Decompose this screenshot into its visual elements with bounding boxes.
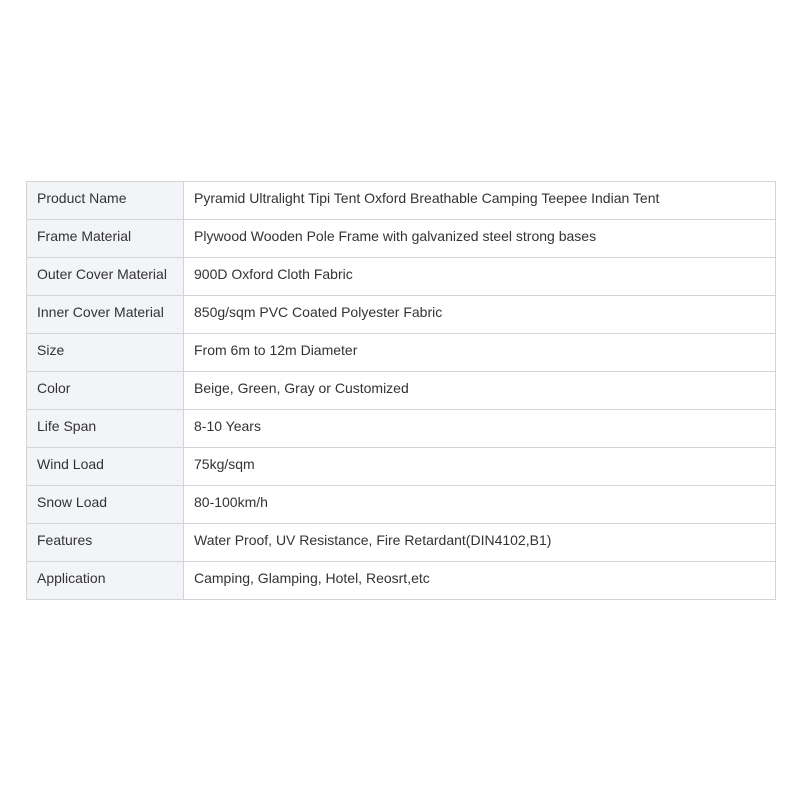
row-value: Beige, Green, Gray or Customized (184, 372, 776, 410)
row-value: 850g/sqm PVC Coated Polyester Fabric (184, 296, 776, 334)
row-label: Frame Material (27, 220, 184, 258)
row-label: Product Name (27, 182, 184, 220)
row-label: Snow Load (27, 486, 184, 524)
row-value: 8-10 Years (184, 410, 776, 448)
row-label: Life Span (27, 410, 184, 448)
table-row (27, 220, 776, 258)
table-row (27, 334, 776, 372)
row-label: Wind Load (27, 448, 184, 486)
table-row (27, 562, 776, 600)
table-row (27, 372, 776, 410)
row-label: Size (27, 334, 184, 372)
row-label: Inner Cover Material (27, 296, 184, 334)
row-value: Plywood Wooden Pole Frame with galvanized steel strong bases (184, 220, 776, 258)
product-spec-table (26, 181, 776, 600)
table-row (27, 410, 776, 448)
row-label: Application (27, 562, 184, 600)
table-row (27, 182, 776, 220)
row-value: From 6m to 12m Diameter (184, 334, 776, 372)
table-row (27, 486, 776, 524)
table-row (27, 258, 776, 296)
row-value: Pyramid Ultralight Tipi Tent Oxford Breathable Camping Teepee Indian Tent (184, 182, 776, 220)
row-label: Features (27, 524, 184, 562)
row-label: Outer Cover Material (27, 258, 184, 296)
row-value: 900D Oxford Cloth Fabric (184, 258, 776, 296)
table-row (27, 524, 776, 562)
table-row (27, 448, 776, 486)
row-value: Water Proof, UV Resistance, Fire Retardant(DIN4102,B1) (184, 524, 776, 562)
table-row (27, 296, 776, 334)
row-value: 75kg/sqm (184, 448, 776, 486)
row-value: 80-100km/h (184, 486, 776, 524)
spec-table-body (27, 182, 776, 600)
row-value: Camping, Glamping, Hotel, Reosrt,etc (184, 562, 776, 600)
row-label: Color (27, 372, 184, 410)
